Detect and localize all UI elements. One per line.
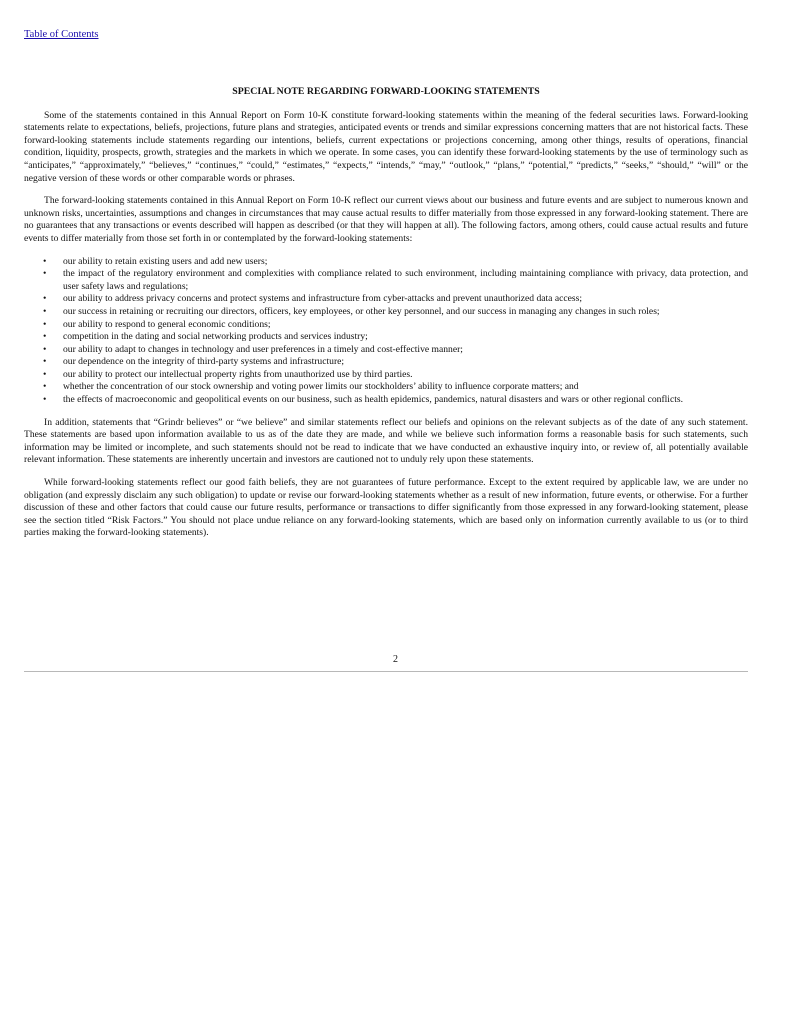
outro-paragraph-1: In addition, statements that “Grindr believes” or “we believe” and similar statements reflect our beliefs and opinions on the relevant subjects as of the date of any such statement. These statements are based upon information available to us as of the date they are made, and while we believe such information forms a reasonable basis for such statements, such information may be limited or incomplete, and such statements should not be read to indicate that we have conducted an exhaustive inquiry into, or review of, all potentially available relevant information. These statements are inherently uncertain and investors are cautioned not to unduly rely upon these statements. bbox=[24, 416, 748, 466]
bullet-icon: • bbox=[43, 381, 47, 393]
section-heading: SPECIAL NOTE REGARDING FORWARD-LOOKING STATEMENTS bbox=[232, 86, 540, 97]
list-item bbox=[24, 381, 748, 394]
outro-paragraph-2: While forward-looking statements reflect our good faith beliefs, they are not guarantees of future performance. Except to the extent required by applicable law, we are under no obligation (and expressly disclaim any such obligation) to update or revise our forward-looking statements whether as a result of new information, future events, or otherwise. For a further discussion of these and other factors that could cause our future results, performance or transactions to differ significantly from those expressed in any forward-looking statement, please see the section titled “Risk Factors.” You should not place undue reliance on any forward-looking statements, which are based only on information currently available to us (or to third parties making the forward-looking statements). bbox=[24, 477, 748, 539]
list-item bbox=[24, 344, 748, 357]
bullet-icon: • bbox=[43, 368, 47, 380]
list-item-text: our ability to address privacy concerns and protect systems and infrastructure from cyber-attacks and prevent unauthorized data access; bbox=[63, 293, 583, 305]
list-item bbox=[24, 356, 748, 369]
list-item-text: our ability to respond to general economic conditions; bbox=[63, 318, 271, 330]
bullet-icon: • bbox=[43, 305, 47, 317]
bullet-icon: • bbox=[43, 356, 47, 368]
list-item bbox=[24, 293, 748, 306]
list-item-text: our ability to retain existing users and add new users; bbox=[63, 255, 268, 267]
bullet-icon: • bbox=[43, 293, 47, 305]
list-item-text: our dependence on the integrity of third-party systems and infrastructure; bbox=[63, 356, 345, 368]
bullet-icon: • bbox=[43, 394, 47, 406]
list-item-text: competition in the dating and social networking products and services industry; bbox=[63, 331, 368, 343]
page-divider bbox=[24, 671, 748, 672]
list-item-text: the impact of the regulatory environment and complexities with compliance related to such environment, including maintaining compliance with privacy, data protection, and user safety laws and regulations; bbox=[63, 268, 748, 292]
list-item-text: whether the concentration of our stock ownership and voting power limits our stockholders’ ability to influence corporate matters; and bbox=[63, 381, 579, 393]
bullet-icon: • bbox=[43, 318, 47, 330]
document-page bbox=[24, 86, 748, 550]
intro-paragraph-1: Some of the statements contained in this Annual Report on Form 10-K constitute forward-looking statements within the meaning of the federal securities laws. Forward-looking statements relate to expectations, beliefs, projections, future plans and strategies, anticipated events or trends and similar expressions concerning matters that are not historical facts. These forward-looking statements include statements regarding our intentions, beliefs, current expectations or projections concerning, among other things, results of operations, financial condition, liquidity, prospects, growth, strategies and the markets in which we operate. In some cases, you can identify these forward-looking statements by the use of terminology such as “anticipates,” “approximately,” “believes,” “continues,” “could,” “estimates,” “expects,” “intends,” “may,” “outlook,” “plans,” “potential,” “predicts,” “seeks,” “should,” “will” or the negative version of these words or other comparable words or phrases. bbox=[24, 109, 748, 184]
list-item bbox=[24, 268, 748, 293]
bullet-icon: • bbox=[43, 331, 47, 343]
list-item-text: our ability to adapt to changes in technology and user preferences in a timely and cost-effective manner; bbox=[63, 343, 463, 355]
list-item bbox=[24, 256, 748, 269]
list-item-text: our success in retaining or recruiting our directors, officers, key employees, or other key personnel, and our success in managing any changes in such roles; bbox=[63, 305, 660, 317]
list-item bbox=[24, 369, 748, 382]
bullet-icon: • bbox=[43, 268, 47, 280]
page-number: 2 bbox=[393, 654, 398, 665]
list-item-text: our ability to protect our intellectual property rights from unauthorized use by third parties. bbox=[63, 368, 413, 380]
table-of-contents-link[interactable]: Table of Contents bbox=[24, 29, 99, 40]
list-item bbox=[24, 319, 748, 332]
bullet-icon: • bbox=[43, 343, 47, 355]
list-item-text: the effects of macroeconomic and geopolitical events on our business, such as health epidemics, pandemics, natural disasters and wars or other regional conflicts. bbox=[63, 394, 684, 406]
list-item bbox=[24, 306, 748, 319]
intro-paragraph-2: The forward-looking statements contained in this Annual Report on Form 10-K reflect our current views about our business and future events and are subject to numerous known and unknown risks, uncertainties, assumptions and changes in circumstances that may cause actual results to differ materially from those expressed in any forward-looking statement. There are no guarantees that any transactions or events described will happen as described (or that they will happen at all). The following factors, among others, could cause actual results and future events to differ materially from those set forth in or contemplated by the forward-looking statements: bbox=[24, 195, 748, 244]
list-item bbox=[24, 331, 748, 344]
bullet-icon: • bbox=[43, 255, 47, 267]
risk-factor-list bbox=[24, 256, 748, 407]
list-item bbox=[24, 394, 748, 407]
